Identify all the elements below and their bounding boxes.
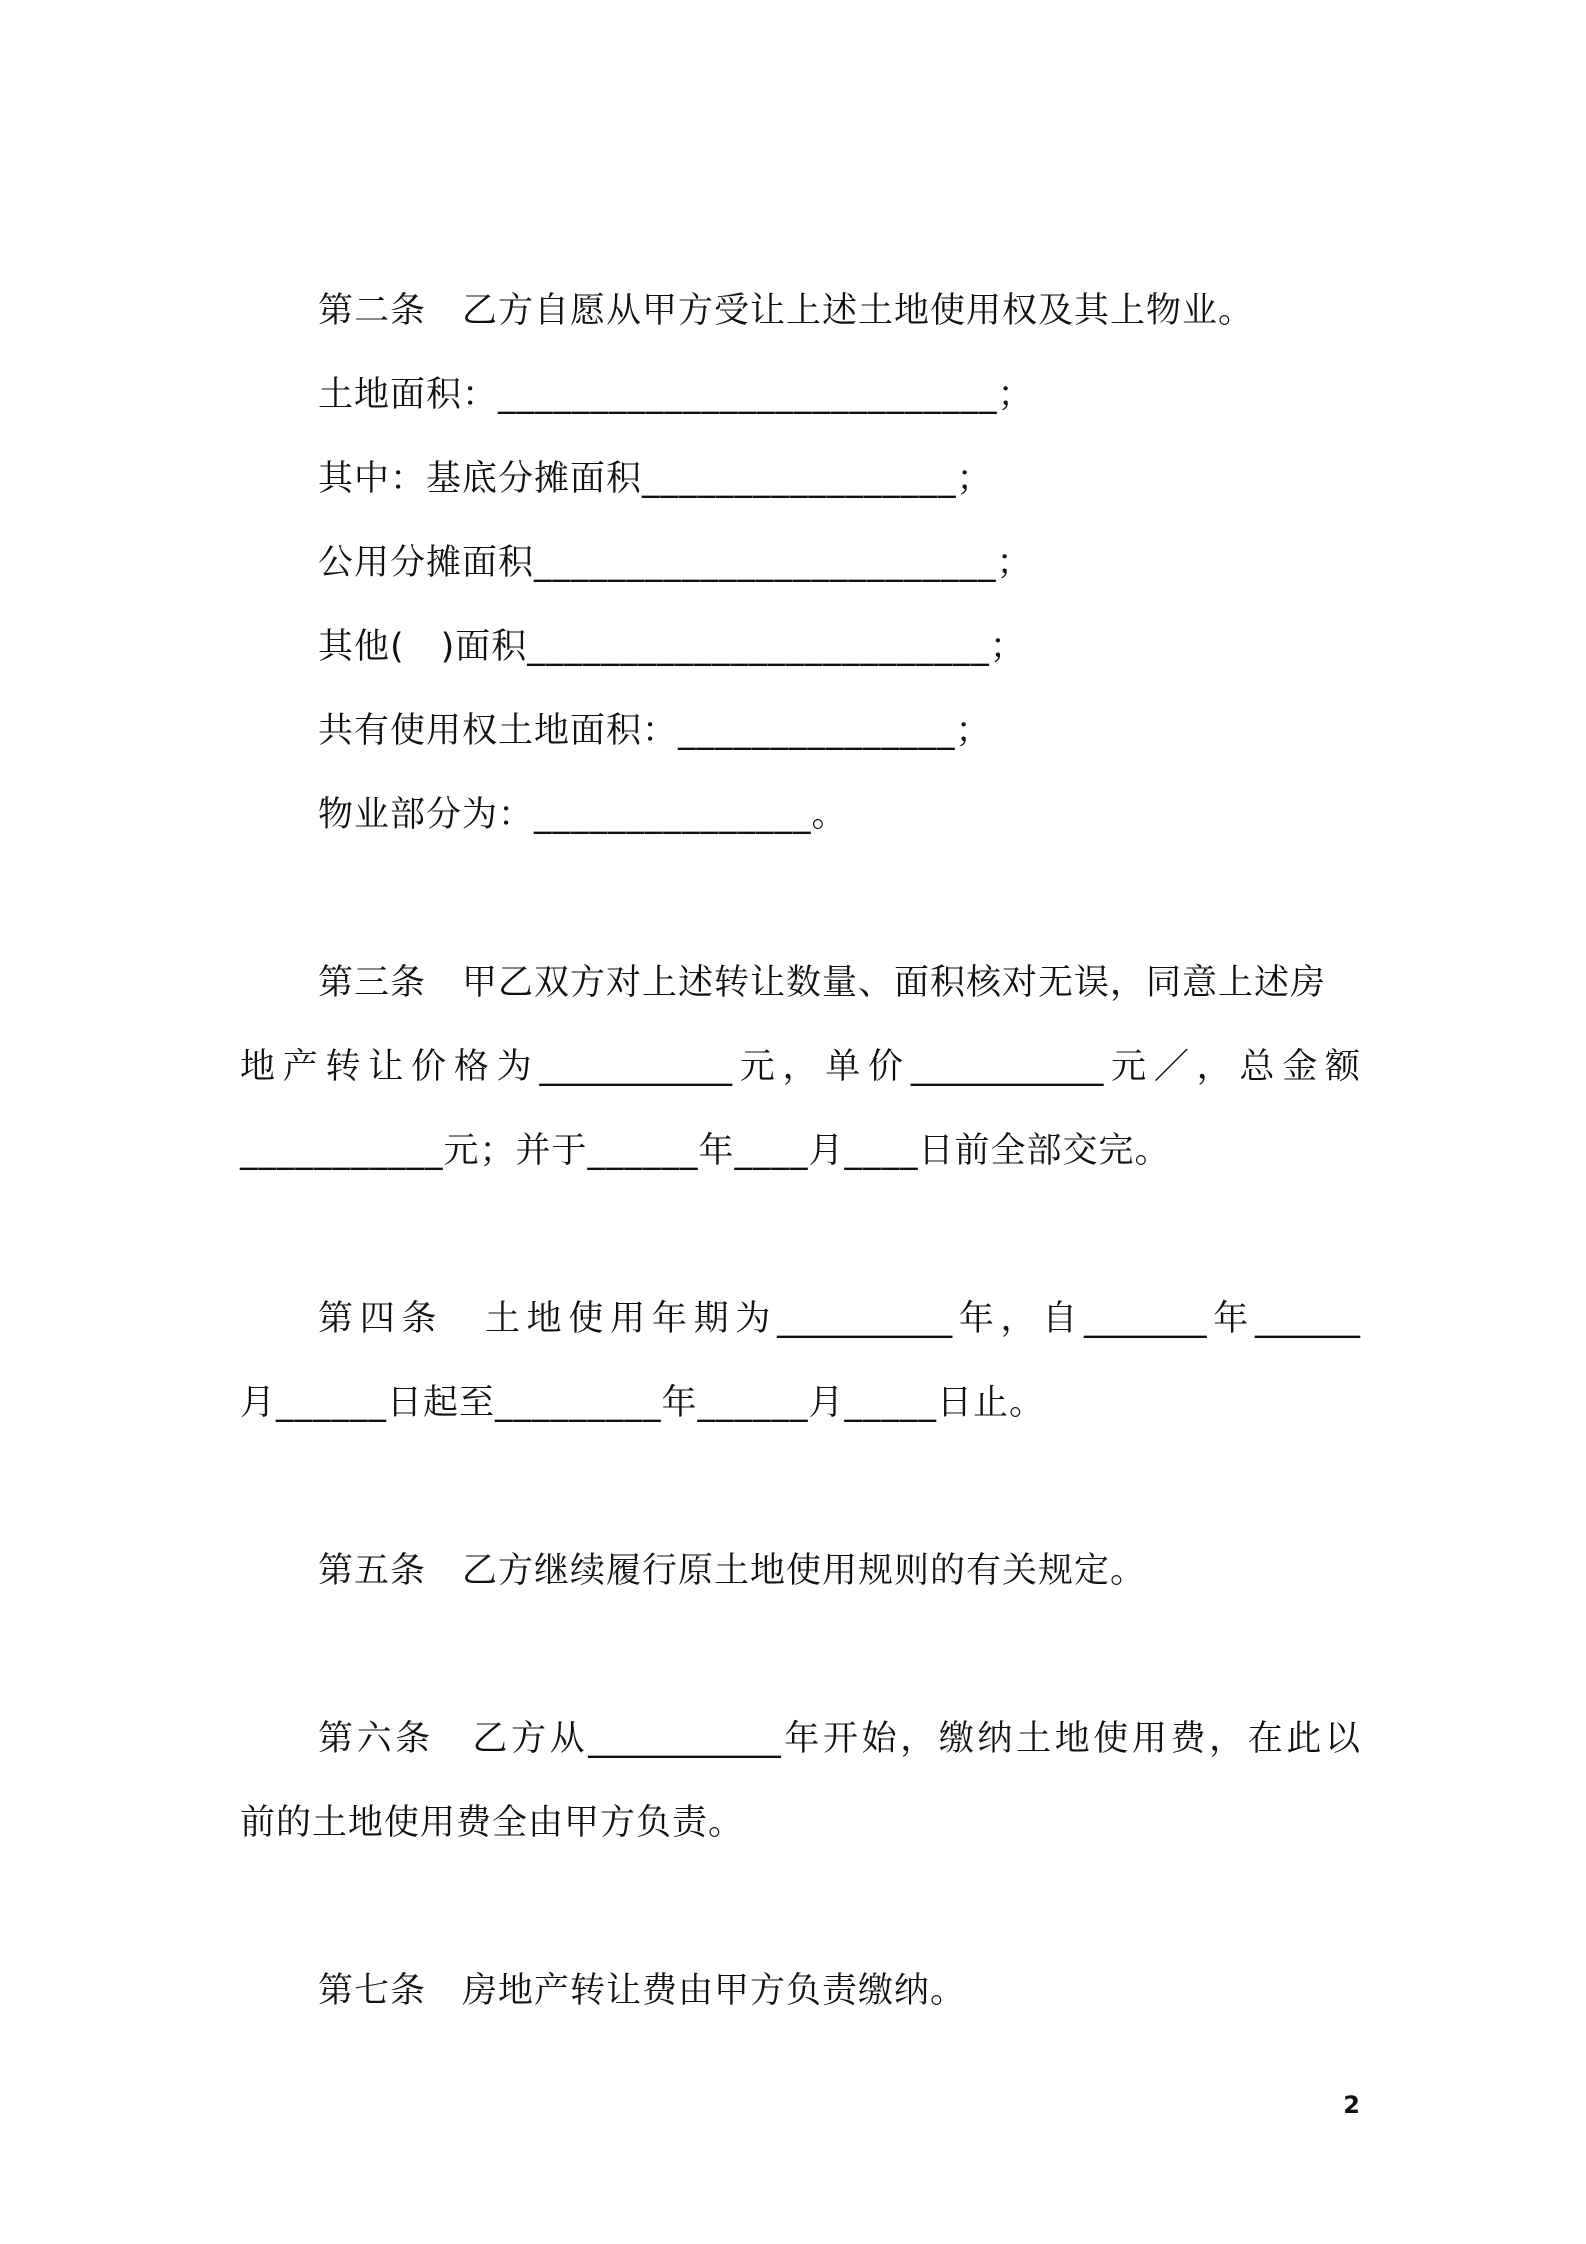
article-5-line-1: 第五条 乙方继续履行原土地使用规则的有关规定。 bbox=[318, 1551, 1147, 1591]
shared-land-area-line: 共有使用权土地面积：_______________； bbox=[318, 711, 992, 751]
article-3-line-1: 第三条 甲乙双方对上述转让数量、面积核对无误，同意上述房 bbox=[318, 963, 1327, 1003]
other-area-line: 其他( )面积_________________________； bbox=[318, 627, 1026, 667]
article-6-line-2: 前的土地使用费全由甲方负责。 bbox=[240, 1803, 745, 1843]
base-share-area-line: 其中：基底分摊面积_________________； bbox=[318, 459, 993, 499]
land-area-line: 土地面积：___________________________； bbox=[318, 375, 1034, 415]
article-2-heading: 第二条 乙方自愿从甲方受让上述土地使用权及其上物业。 bbox=[318, 291, 1255, 331]
page-number: 2 bbox=[1343, 2091, 1360, 2119]
article-4-line-2: 月______日起至_________年______月_____日止。 bbox=[240, 1383, 1046, 1423]
article-3-line-3: ___________元；并于______年____月____日前全部交完。 bbox=[240, 1131, 1171, 1171]
article-6-line-1: 第六条 乙方从___________年开始，缴纳土地使用费，在此以 bbox=[318, 1719, 1360, 1759]
property-portion-line: 物业部分为：_______________。 bbox=[318, 795, 848, 835]
article-3-line-2: 地产转让价格为___________元，单价___________元／，总金额 bbox=[240, 1047, 1360, 1087]
article-4-line-1: 第四条 土地使用年期为__________年，自_______年______ bbox=[318, 1299, 1360, 1339]
article-7-line-1: 第七条 房地产转让费由甲方负责缴纳。 bbox=[318, 1971, 967, 2011]
public-share-area-line: 公用分摊面积_________________________； bbox=[318, 543, 1033, 583]
